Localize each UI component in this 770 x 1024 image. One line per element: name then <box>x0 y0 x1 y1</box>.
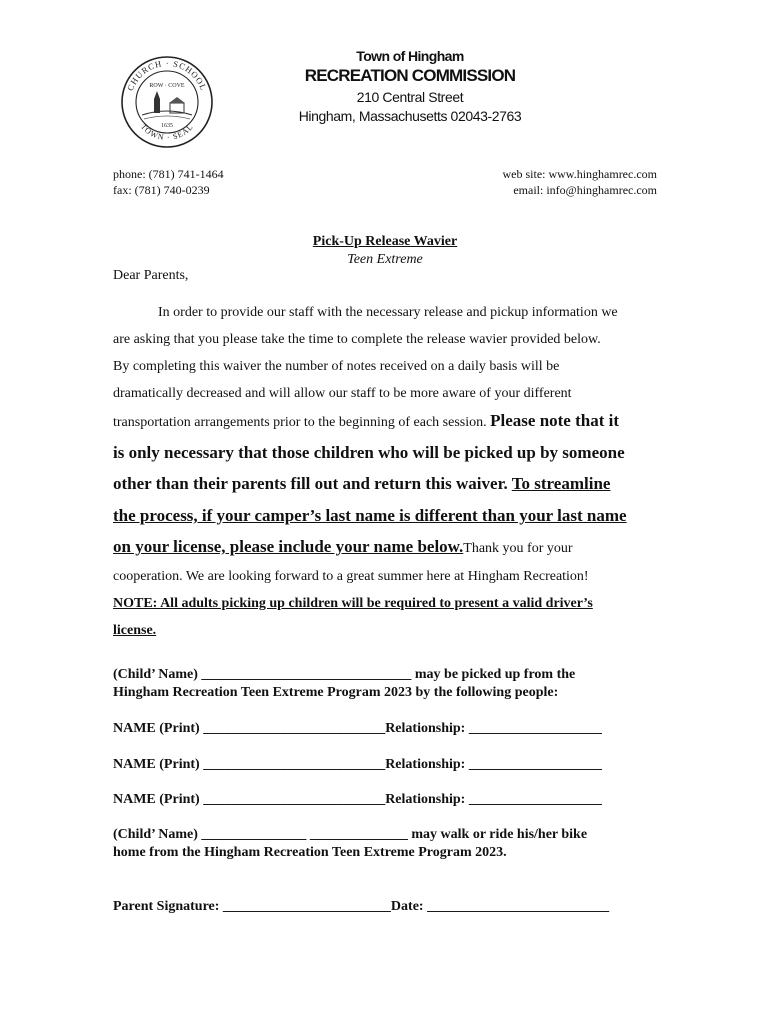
child-walk-text: home from the Hingham Recreation Teen Extreme Program 2023. <box>113 845 507 860</box>
fax-number: fax: (781) 740-0239 <box>113 183 210 197</box>
child-pickup-field[interactable]: (Child’ Name) ______________________________ may be picked up from the <box>113 667 576 682</box>
child-walk-field[interactable]: (Child’ Name) _______________ ______________ may walk or ride his/her bike <box>113 827 588 842</box>
body-emphasis-underlined-line: the process, if your camper’s last name is different than your last name <box>113 506 627 525</box>
body-text: Thank you for your <box>463 541 573 556</box>
body-emphasis: Please note that it <box>490 411 620 430</box>
child-pickup-text: Hingham Recreation Teen Extreme Program 2023 by the following people: <box>113 685 559 700</box>
svg-text:1635: 1635 <box>161 123 173 129</box>
body-line <box>113 411 619 431</box>
body-emphasis-line: is only necessary that those children who will be picked up by someone <box>113 443 625 462</box>
email: email: info@hinghamrec.com <box>513 183 657 197</box>
body-line: are asking that you please take the time to complete the release wavier provided below. <box>113 332 601 347</box>
body-line: cooperation. We are looking forward to a great summer here at Hingham Recreation! <box>113 569 589 584</box>
document-subtitle: Teen Extreme <box>347 252 423 267</box>
document-title: Pick-Up Release Wavier <box>312 234 458 249</box>
phone-number: phone: (781) 741-1464 <box>113 167 224 181</box>
name-relationship-row-3[interactable]: NAME (Print) __________________________Relationship: ___________________ <box>113 792 602 807</box>
note-line: license. <box>113 623 157 638</box>
parent-signature-date-row[interactable]: Parent Signature: ________________________Date: __________________________ <box>113 899 610 914</box>
body-text: transportation arrangements prior to the beginning of each session. <box>113 415 491 430</box>
town-name: Town of Hingham <box>356 48 464 64</box>
website: web site: www.hinghamrec.com <box>502 167 657 181</box>
town-seal-logo <box>120 55 214 149</box>
body-line: By completing this waiver the number of notes received on a daily basis will be <box>113 359 560 374</box>
svg-text:CHURCH · SCHOOL: CHURCH · SCHOOL <box>125 57 209 93</box>
body-emphasis: other than their parents fill out and return this waiver. <box>113 474 512 493</box>
address-line-2: Hingham, Massachusetts 02043-2763 <box>298 108 522 124</box>
body-emphasis-line <box>113 474 610 494</box>
svg-text:ROW · COVE: ROW · COVE <box>149 83 185 89</box>
body-line <box>113 537 573 557</box>
body-line: In order to provide our staff with the necessary release and pickup information we <box>158 305 618 320</box>
address-line-1: 210 Central Street <box>356 89 464 105</box>
contact-left <box>113 166 224 198</box>
body-emphasis-underlined: on your license, please include your name below. <box>113 537 464 556</box>
commission-title: RECREATION COMMISSION <box>304 66 516 85</box>
name-relationship-row-1[interactable]: NAME (Print) __________________________Relationship: ___________________ <box>113 721 602 736</box>
body-line: dramatically decreased and will allow our staff to be more aware of your different <box>113 386 572 401</box>
svg-text:TOWN · SEAL: TOWN · SEAL <box>138 122 196 143</box>
greeting: Dear Parents, <box>113 268 189 283</box>
note-line: NOTE: All adults picking up children will be required to present a valid driver’s <box>113 596 593 611</box>
body-emphasis-underlined: To streamline <box>511 474 611 493</box>
name-relationship-row-2[interactable]: NAME (Print) __________________________Relationship: ___________________ <box>113 757 602 772</box>
contact-right <box>502 166 657 198</box>
